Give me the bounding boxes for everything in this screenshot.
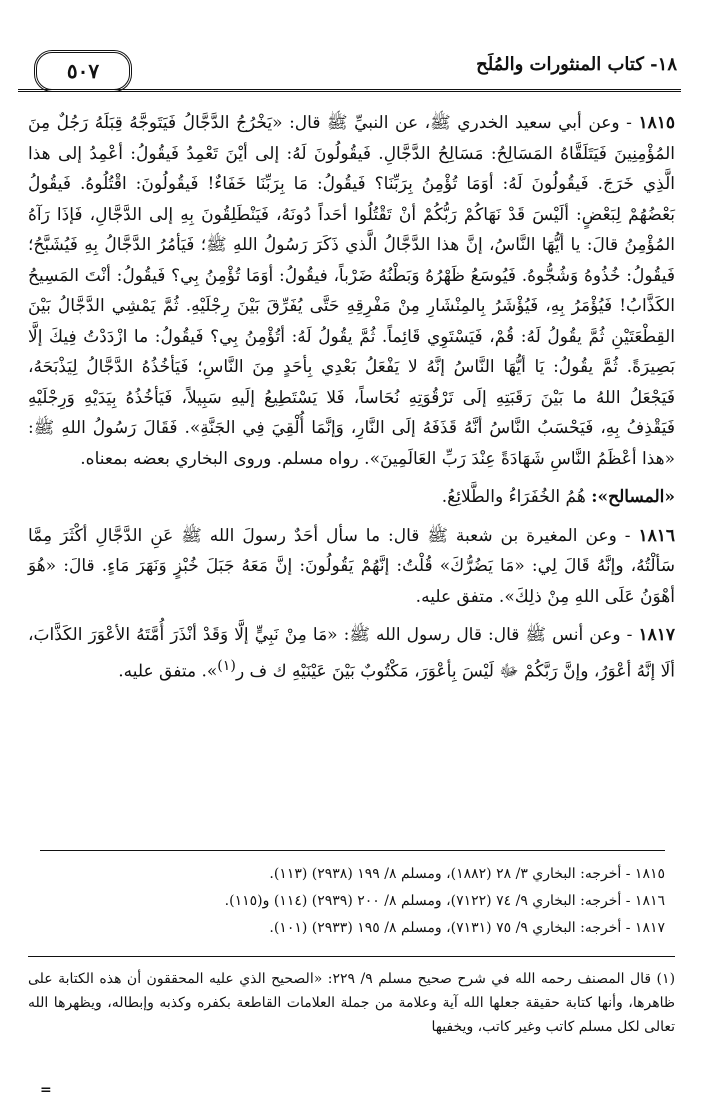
hadith-1815 [28, 108, 675, 474]
hadith-1817 [28, 620, 675, 687]
hadith-number: ١٨١٥ [638, 113, 675, 133]
hadith-text: - وعن أبي سعيد الخدري ﷺ، عن النبيِّ ﷺ قال: «يَخْرُجُ الدَّجَّالُ فَيَتَوجَّهُ قِبَلَهُ رَجُلٌ مِنَ المُؤْمِنِينَ فَيَتَلَقَّاهُ المَسَالِحُ: مَسَالِحُ الدَّجَّالِ. فَيقُولُونَ لَهُ: إلى أيْنَ تَعْمِدُ فَيقُولُ: أعْمِدُ إلى هذا الَّذِي خَرَجَ. فَيقُولُونَ لَهُ: أوَمَا تُؤْمِنُ بِرَبِّنَا؟ فَيقُولُ: مَا بِرَبِّنَا خَفَاءٌ! فَيقُولُونَ: اقْتُلُوهُ. فَيقُولُ بَعْضُهُمْ لِبَعْضٍ: ألَيْسَ قَدْ نَهَاكُمْ رَبُّكُمْ أنْ تَقْتُلُوا أحَداً دُونَهُ، فَيَنْطَلِقُونَ بِهِ إلى الدَّجَّالِ، فَإذَا رَآهُ المُؤْمِنُ قالَ: يا أيُّهَا النَّاسُ، إنَّ هذا الدَّجَّالُ الَّذي ذَكَرَ رَسُولُ اللهِ ﷺ؛ فَيَأمُرُ الدَّجَّالُ بِهِ فَيُشَبَّحُ؛ فَيقُولُ: خُذُوهُ وَشُجُّوهُ. فَيُوسَعُ ظَهْرُهُ وَبَطْنُهُ ضَرْباً، فيقُولُ: أوَمَا تُؤْمِنُ بِي؟ فَيقُولُ: أنْتَ المَسِيحُ الكَذَّابُ! فَيُؤْمَرُ بِهِ، فَيُؤْشَرُ بِالمِنْشَارِ مِنْ مَفْرِقِهِ حَتَّى يُفَرِّقَ بَيْنَ رِجْلَيْهِ. ثُمَّ يَمْشِي الدَّجَّالُ بَيْنَ القِطْعَتَيْنِ ثُمَّ يقُولُ لَهُ: قُمْ، فَيَسْتَوِي قَائِماً. ثُمَّ يقُولُ لَهُ: أتُؤْمِنُ بِي؟ فَيقُولُ: ما ازْدَدْتُ فِيكَ إلَّا بَصِيرَةً. ثُمَّ يقُولُ: يَا أيُّهَا النَّاسُ إنَّهُ لا يَفْعَلُ بَعْدِي بِأحَدٍ مِنَ النَّاسِ؛ فَيَأخُذُهُ الدَّجَّالُ لِيَذْبَحَهُ، فَيَجْعَلُ اللهُ ما بَيْنَ رَقَبَتِهِ إلَى تَرْقُوَتِهِ نُحَاساً، فَلا يَسْتَطِيعُ إلَيهِ سَبِيلاً، فَيَأخُذُهُ بِيَدَيْهِ وَرِجْلَيْهِ فَيَقْذِفُ بِهِ، فَيَحْسَبُ النَّاسُ أنَّهُ قَذَفَهُ إلَى النَّارِ، وَإنَّمَا أُلْقِيَ فِي الجَنَّةِ». فَقَالَ رَسُولُ اللهِ ﷺ: «هذا أعْظَمُ النَّاسِ شَهَادَةً عِنْدَ رَبِّ العَالَمِينَ». رواه مسلم. وروى البخاري بعضه بمعناه. [28, 113, 675, 469]
hadith-number: ١٨١٧ [638, 625, 676, 645]
hadith-1816 [28, 521, 675, 613]
gloss-definition: هُمُ الخُفَرَاءُ والطَّلائِعُ. [441, 487, 586, 507]
reference-line: ١٨١٦ - أخرجه: البخاري ٩/ ٧٤ (٧١٢٢)، ومسلم ٨/ ٢٠٠ (٢٩٣٩) (١١٤) و(١١٥). [224, 893, 665, 909]
footnote-text: (١) قال المصنف رحمه الله في شرح صحيح مسلم ٩/ ٢٢٩: «الصحيح الذي عليه المحققون أن هذه الكتابة على ظاهرها، وأنها كتابة حقيقة جعلها الله آية وعلامة من جملة العلامات القاطعة بكفره وكذبه وإبطاله، ويظهرها الله تعالى لكل مسلم كاتب وغير كاتب، ويخفيها [28, 971, 676, 1035]
gloss-term: «المسالح»: [591, 487, 675, 507]
gloss [28, 482, 675, 513]
chapter-title: ١٨- كتاب المنثورات والمُلَح [476, 54, 677, 75]
header-rule [18, 89, 681, 92]
footnote-ref[interactable]: (١) [217, 657, 236, 674]
hadith-number: ١٨١٦ [638, 525, 675, 546]
hadith-text: - وعن أنس ﷺ قال: قال رسول الله ﷺ: «مَا مِنْ نَبِيٍّ إلَّا وَقَدْ أنْذَرَ أُمَّتَهُ الأعْوَرَ الكَذَّابَ، ألَا إنَّهُ أعْوَرُ، وإنَّ رَبَّكُمْ ﷻ لَيْسَ بِأعْوَرَ، مَكْتُوبٌ بَيْنَ عَيْنَيْهِ ك ف ر [28, 625, 675, 682]
page-number: ٥٠٧ [34, 50, 132, 92]
main-text [28, 108, 675, 695]
hadith-tail: ». متفق عليه. [118, 661, 218, 682]
reference-line: ١٨١٧ - أخرجه: البخاري ٩/ ٧٥ (٧١٣١)، ومسلم ٨/ ١٩٥ (٢٩٣٣) (١٠١). [269, 920, 665, 936]
page-header [18, 44, 681, 92]
references-block [40, 850, 665, 942]
hadith-text: - وعن المغيرة بن شعبة ﷺ قال: ما سأل أحَدٌ رسولَ الله ﷺ عَنِ الدَّجَّالِ أكْثَرَ مِمَّا سَألْتُهُ، وإنَّهُ قَالَ لِي: «مَا يَضُرُّكَ» قُلْتُ: إنَّهُمْ يَقُولُونَ: إنَّ مَعَهُ جَبَلَ خُبْزٍ وَنَهَرَ مَاءٍ. قالَ: «هُوَ أهْوَنُ عَلَى اللهِ مِنْ ذلِكَ». متفق عليه. [28, 525, 675, 607]
reference-line: ١٨١٥ - أخرجه: البخاري ٣/ ٢٨ (١٨٨٢)، ومسلم ٨/ ١٩٩ (٢٩٣٨) (١١٣). [269, 866, 665, 882]
footnote-block [28, 956, 675, 1039]
continuation-mark: = [40, 1082, 52, 1098]
